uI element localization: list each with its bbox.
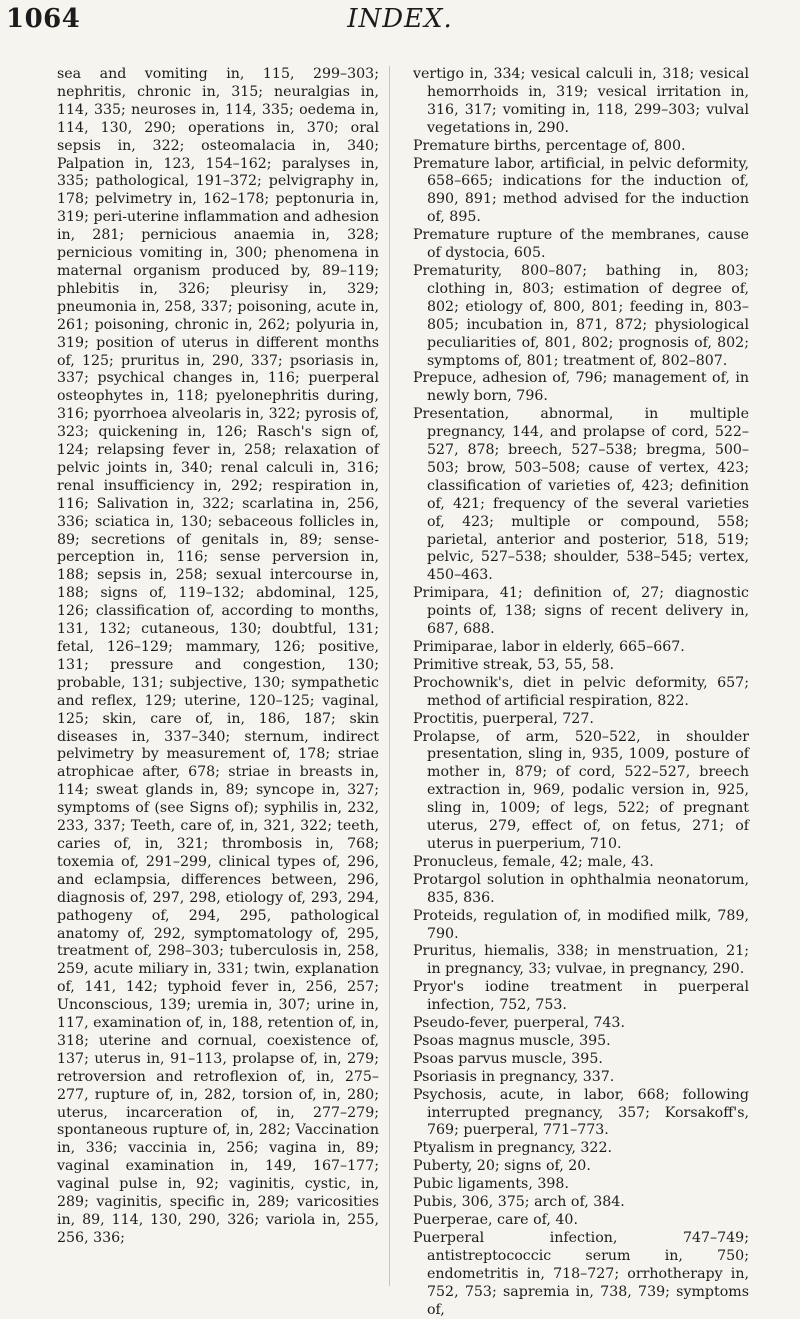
index-entry: sea and vomiting in, 115, 299–303; nephritis, chronic in, 315; neuralgias in, 114, 335; neuroses in, 114, 335; oedema in, 114, 130, 290; operations in, 370; oral sepsis in, 322; osteomalacia in, 340; Palpation in, 123, 154–162; paralyses in, 335; pathological, 191–372; pelvigraphy in, 178; pelvimetry in, 162–178; peptonuria in, 319; peri-uterine inflammation and adhesion in, 281; pernicious anaemia in, 328; pernicious vomiting in, 300; phenomena in maternal organism produced by, 89–119; phlebitis in, 326; pleurisy in, 329; pneumonia in, 258, 337; poisoning, acute in, 261; poisoning, chronic in, 262; polyuria in, 319; position of uterus in different months of, 125; pruritus in, 290, 337; psoriasis in, 337; psychical changes in, 116; puerperal osteophytes in, 118; pyelonephritis during, 316; pyorrhoea alveolaris in, 322; pyrosis of, 323; quickening in, 126; Rasch's sign of, 124; relapsing fever in, 258; relaxation of pelvic joints in, 340; renal calculi in, 316; renal insufficiency in, 292; respiration in, 116; Salivation in, 322; scarlatina in, 256, 336; sciatica in, 130; sebaceous follicles in, 89; secretions of genitals in, 89; sense-perception in, 116; sense perversion in, 188; sepsis in, 258; sexual intercourse in, 188; signs of, 119–132; abdominal, 125, 126; classification of, according to months, 131, 132; cutaneous, 130; doubtful, 131; fetal, 126–129; mammary, 126; positive, 131; pressure and congestion, 130; probable, 131; subjective, 130; sympathetic and reflex, 129; uterine, 120–125; vaginal, 125; skin, care of, in, 186, 187; skin diseases in, 337–340; sternum, indirect pelvimetry by measurement of, 178; striae atrophicae after, 678; striae in breasts in, 114; sweat glands in, 89; syncope in, 327; symptoms of (see Signs of); syphilis in, 232, 233, 337; Teeth, care of, in, 321, 322; teeth, caries of, in, 321; thrombosis in, 768; toxemia of, 291–299, clinical types of, 296, and eclampsia, differences between, 296, diagnosis of, 297, 298, etiology of, 293, 294, pathogeny of, 294, 295, pathological anatomy of, 292, symptomatology of, 295, treatment of, 298–303; tuberculosis in, 258, 259, acute miliary in, 331; twin, explanation of, 141, 142; typhoid fever in, 256, 257; Unconscious, 139; uremia in, 307; urine in, 117, examination of, in, 188, retention of, in, 318; uterine and cornual, coexistence of, 137; uterus in, 91–113, prolapse of, in, 279; retroversion and retroflexion of, in, 275–277, rupture of, in, 282, torsion of, in, 280; uterus, incarceration of, in, 277–279; spontaneous rupture of, in, 282; Vaccination in, 336; vaccinia in, 256; vagina in, 89; vaginal examination in, 149, 167–177; vaginal pulse in, 92; vaginitis, cystic, in, 289; vaginitis, specific in, 289; varicosities in, 89, 114, 130, 290, 326; variola in, 255, 256, 336; [57,66,379,1246]
index-entry: vertigo in, 334; vesical calculi in, 318; vesical hemorrhoids in, 319; vesical irritation in, 316, 317; vomiting in, 118, 299–303; vulval vegetations in, 290. [413,66,749,136]
index-entry: Proteids, regulation of, in modified milk, 789, 790. [413,907,749,942]
right-column [413,66,749,1318]
index-entry: Pubis, 306, 375; arch of, 384. [413,1194,625,1211]
page-number: 1064 [6,4,81,34]
index-entry: Premature labor, artificial, in pelvic deformity, 658–665; indications for the induction of, 890, 891; method advised for the induction of, 895. [413,155,749,226]
index-entry: Prematurity, 800–807; bathing in, 803; clothing in, 803; estimation of degree of, 802; etiology of, 800, 801; feeding in, 803–805; incubation in, 871, 872; physiological peculiarities of, 801, 802; prognosis of, 802; symptoms of, 801; treatment of, 802–807. [413,262,749,369]
index-entry: Primiparae, labor in elderly, 665–667. [413,639,685,655]
index-entry: Pruritus, hiemalis, 338; in menstruation, 21; in pregnancy, 33; vulvae, in pregnancy, 290. [413,943,749,978]
index-entry: Pseudo-fever, puerperal, 743. [413,1015,625,1032]
index-entry: Puerperal infection, 747–749; antistreptococcic serum in, 750; endometritis in, 718–727; orrhotherapy in, 752, 753; sapremia in, 738, 739; symptoms of, [413,1229,749,1318]
index-entry: Pryor's iodine treatment in puerperal infection, 752, 753. [413,979,749,1014]
index-entry: Prolapse, of arm, 520–522, in shoulder presentation, sling in, 935, 1009, posture of mother in, 879; of cord, 522–527, breech extraction in, 969, podalic version in, 925, sling in, 1009; of legs, 522; of pregnant uterus, 279, effect of, on fetus, 271; of uterus in puerperium, 710. [413,728,749,852]
index-entry: Primipara, 41; definition of, 27; diagnostic points of, 138; signs of recent delivery in, 687, 688. [413,585,749,638]
index-entry: Pronucleus, female, 42; male, 43. [413,853,654,870]
index-entry: Prochownik's, diet in pelvic deformity, 657; method of artificial respiration, 822. [413,674,749,709]
page-header [0,0,800,44]
index-entry: Psoriasis in pregnancy, 337. [413,1068,615,1085]
running-head: INDEX. [347,4,453,34]
index-entry: Puberty, 20; signs of, 20. [413,1158,591,1175]
index-entry: Prepuce, adhesion of, 796; management of, in newly born, 796. [413,370,749,405]
index-columns [57,66,749,1318]
index-entry: Psoas magnus muscle, 395. [413,1032,611,1049]
index-entry: Protargol solution in ophthalmia neonatorum, 835, 836. [413,871,749,906]
index-entry: Pubic ligaments, 398. [413,1176,569,1193]
index-entry: Premature rupture of the membranes, cause of dystocia, 605. [413,227,749,262]
index-entry: Proctitis, puerperal, 727. [413,710,594,727]
index-entry: Ptyalism in pregnancy, 322. [413,1140,612,1157]
left-column [57,66,390,1286]
index-entry: Presentation, abnormal, in multiple pregnancy, 144, and prolapse of cord, 522–527, 878; breech, 527–538; bregma, 500–503; brow, 503–508; cause of vertex, 423; classification of varieties of, 423; definition of, 421; frequency of the several varieties of, 423; multiple or compound, 558; parietal, anterior and posterior, 518, 519; pelvic, 527–538; shoulder, 538–545; vertex, 450–463. [413,406,749,584]
index-entry: Psoas parvus muscle, 395. [413,1050,603,1067]
index-entry: Premature births, percentage of, 800. [413,137,686,154]
index-entry: Primitive streak, 53, 55, 58. [413,656,614,673]
index-entry: Puerperae, care of, 40. [413,1212,578,1228]
index-entry: Psychosis, acute, in labor, 668; following interrupted pregnancy, 357; Korsakoff's, 769; puerperal, 771–773. [413,1086,749,1139]
